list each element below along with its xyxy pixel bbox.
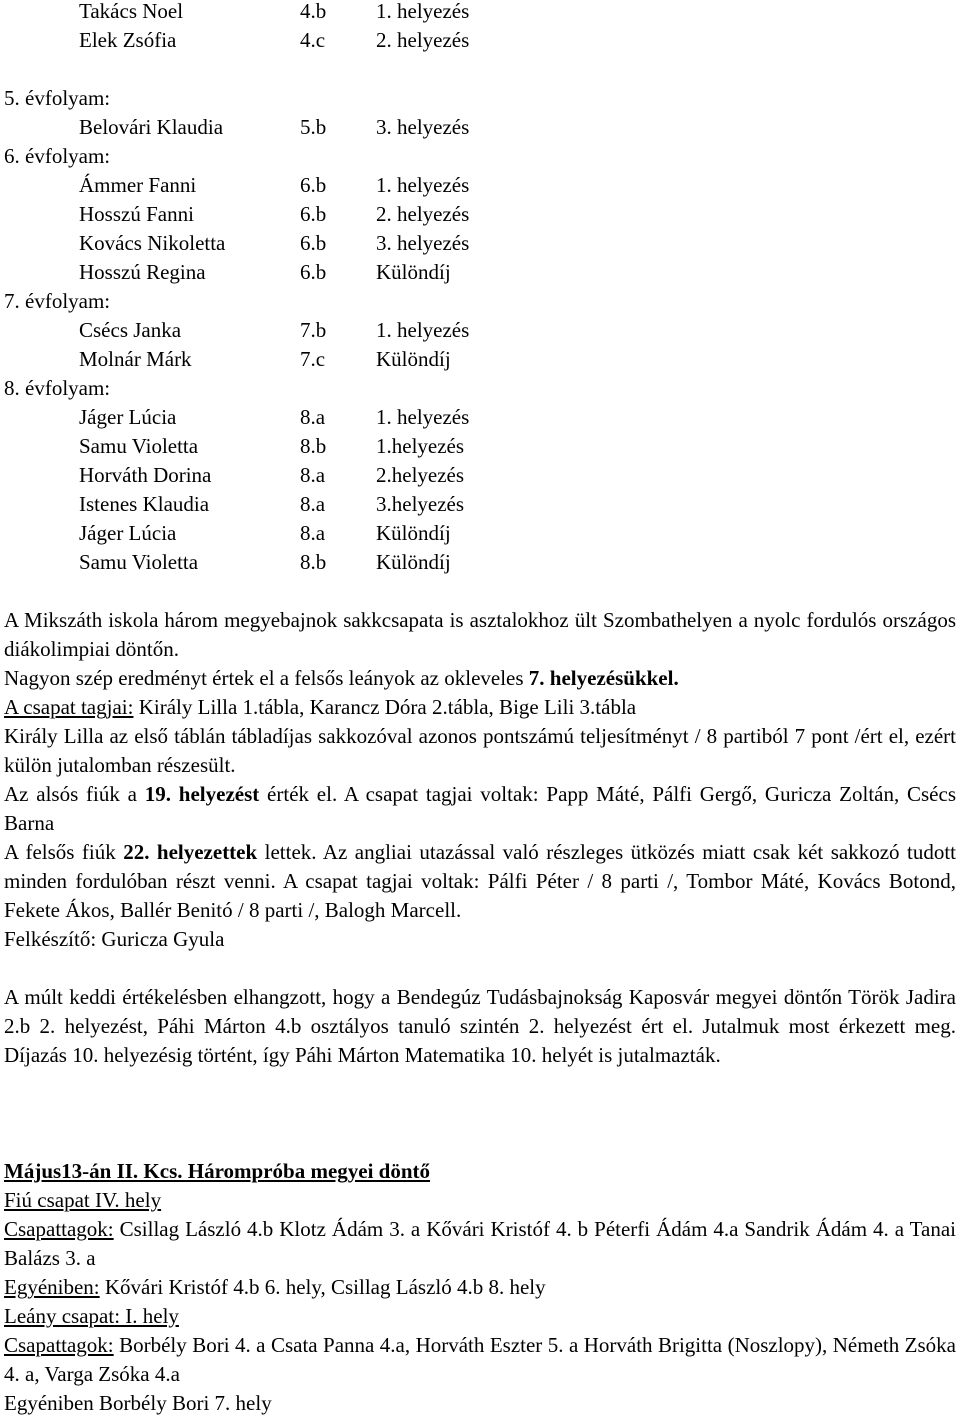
grade-heading: 5. évfolyam: xyxy=(4,86,111,110)
boys-team-heading xyxy=(4,1186,956,1215)
student-placement: 3. helyezés xyxy=(376,231,470,255)
student-placement: Különdíj xyxy=(376,521,451,545)
student-placement: 3. helyezés xyxy=(376,115,470,139)
student-placement: Különdíj xyxy=(376,550,451,574)
student-placement: 1. helyezés xyxy=(376,0,470,23)
boys-individual-line xyxy=(4,1273,956,1302)
student-class: 4.c xyxy=(300,28,326,52)
lower-boys-paragraph xyxy=(4,780,956,838)
student-placement: Különdíj xyxy=(376,260,451,284)
student-name: Ámmer Fanni xyxy=(79,173,197,197)
board-prize-paragraph: Király Lilla az első táblán tábladíjas sakkozóval azonos pontszámú teljesítményt / 8 partiból 7 pont /ért el, ezért külön jutalomban részesült. xyxy=(4,724,956,777)
student-placement: 1. helyezés xyxy=(376,405,470,429)
student-class: 6.b xyxy=(300,173,327,197)
student-placement: 1. helyezés xyxy=(376,173,470,197)
student-name: Elek Zsófia xyxy=(79,28,177,52)
student-name: Jáger Lúcia xyxy=(79,521,177,545)
student-name: Kovács Nikoletta xyxy=(79,231,226,255)
student-name: Molnár Márk xyxy=(79,347,192,371)
boys-indiv-label: Egyéniben: xyxy=(4,1275,100,1299)
student-name: Takács Noel xyxy=(79,0,184,23)
chess-intro-paragraph: A Mikszáth iskola három megyebajnok sakkcsapata is asztalokhoz ült Szombathelyen a nyolc fordulós országos diákolimpiai döntőn. xyxy=(4,608,956,661)
student-class: 5.b xyxy=(300,115,327,139)
girls-result-text: Nagyon szép eredményt értek el a felsős leányok az okleveles xyxy=(4,666,529,690)
student-name: Istenes Klaudia xyxy=(79,492,210,516)
bendeguz-paragraph: A múlt keddi értékelésben elhangzott, hogy a Bendegúz Tudásbajnokság Kaposvár megyei döntőn Török Jadira 2.b 2. helyezést, Páhi Márton 4.b osztályos tanuló szintén 2. helyezést ért el. Jutalmuk most érkezett meg. Díjazás 10. helyezésig történt, így Páhi Márton Matematika 10. helyét is jutalmazták. xyxy=(4,985,956,1067)
student-class: 4.b xyxy=(300,0,327,23)
upper-boys-text: A felsős fiúk xyxy=(4,840,124,864)
student-class: 8.b xyxy=(300,550,327,574)
student-placement: 2.helyezés xyxy=(376,463,465,487)
student-class: 8.a xyxy=(300,521,326,545)
student-placement: Különdíj xyxy=(376,347,451,371)
student-class: 8.a xyxy=(300,405,326,429)
student-class: 7.b xyxy=(300,318,327,342)
girls-team-heading xyxy=(4,1302,956,1331)
boys-teams-label: Csapattagok: xyxy=(4,1217,114,1241)
student-class: 8.a xyxy=(300,492,326,516)
girls-teams-text: Borbély Bori 4. a Csata Panna 4.a, Horváth Eszter 5. a Horváth Brigitta (Noszlopy), Németh Zsóka 4. a, Varga Zsóka 4.a xyxy=(4,1333,956,1386)
team-members: Király Lilla 1.tábla, Karancz Dóra 2.tábla, Bige Lili 3.tábla xyxy=(133,695,637,719)
student-class: 6.b xyxy=(300,231,327,255)
lower-boys-text: Az alsós fiúk a xyxy=(4,782,145,806)
grade-heading: 8. évfolyam: xyxy=(4,376,111,400)
girls-team-members xyxy=(4,1331,956,1389)
student-name: Samu Violetta xyxy=(79,434,199,458)
coach-line: Felkészítő: Guricza Gyula xyxy=(4,927,225,951)
harompróba-heading xyxy=(4,1157,956,1186)
lower-boys-team: érték el. A csapat tagjai voltak: Papp Máté, Pálfi Gergő, Guricza Zoltán, Csécs Barna xyxy=(4,782,956,835)
student-name: Hosszú Regina xyxy=(79,260,206,284)
team-label: A csapat tagjai: xyxy=(4,695,134,719)
student-class: 8.b xyxy=(300,434,327,458)
girls-team-line xyxy=(4,693,956,722)
girls-result-line xyxy=(4,664,956,693)
student-class: 8.a xyxy=(300,463,326,487)
boys-teams-text: Csillag László 4.b Klotz Ádám 3. a Kővári Kristóf 4. b Péterfi Ádám 4.a Sandrik Ádám 4. a Tanai Balázs 3. a xyxy=(4,1217,956,1270)
student-class: 6.b xyxy=(300,202,327,226)
student-placement: 2. helyezés xyxy=(376,202,470,226)
student-placement: 1. helyezés xyxy=(376,318,470,342)
student-name: Belovári Klaudia xyxy=(79,115,224,139)
student-name: Samu Violetta xyxy=(79,550,199,574)
grade-heading: 7. évfolyam: xyxy=(4,289,111,313)
boys-team-result: Fiú csapat IV. hely xyxy=(4,1188,162,1212)
girls-teams-label: Csapattagok: xyxy=(4,1333,114,1357)
student-class: 6.b xyxy=(300,260,327,284)
student-name: Csécs Janka xyxy=(79,318,182,342)
student-name: Horváth Dorina xyxy=(79,463,212,487)
upper-boys-paragraph xyxy=(4,838,956,925)
upper-boys-placement: 22. helyezettek xyxy=(123,840,258,864)
student-class: 7.c xyxy=(300,347,326,371)
girls-team-result: Leány csapat: I. hely xyxy=(4,1304,179,1328)
student-name: Hosszú Fanni xyxy=(79,202,194,226)
student-placement: 1.helyezés xyxy=(376,434,465,458)
girls-result-placement: 7. helyezésükkel. xyxy=(528,666,679,690)
upper-boys-team: lettek. Az angliai utazással való részleges ütközés miatt csak két sakkozó tudott minden fordulóban részt venni. A csapat tagjai voltak: Pálfi Péter / 8 parti /, Tombor Máté, Kovács Botond, Fekete Ákos, Ballér Benitó / 8 parti /, Balogh Marcell. xyxy=(4,840,956,922)
grade-heading: 6. évfolyam: xyxy=(4,144,111,168)
student-placement: 2. helyezés xyxy=(376,28,470,52)
student-name: Jáger Lúcia xyxy=(79,405,177,429)
girls-individual-line: Egyéniben Borbély Bori 7. hely xyxy=(4,1391,272,1415)
lower-boys-placement: 19. helyezést xyxy=(144,782,260,806)
student-placement: 3.helyezés xyxy=(376,492,465,516)
boys-indiv-text: Kővári Kristóf 4.b 6. hely, Csillag László 4.b 8. hely xyxy=(99,1275,546,1299)
section-heading: Május13-án II. Kcs. Hárompróba megyei döntő xyxy=(4,1159,431,1183)
boys-team-members xyxy=(4,1215,956,1273)
